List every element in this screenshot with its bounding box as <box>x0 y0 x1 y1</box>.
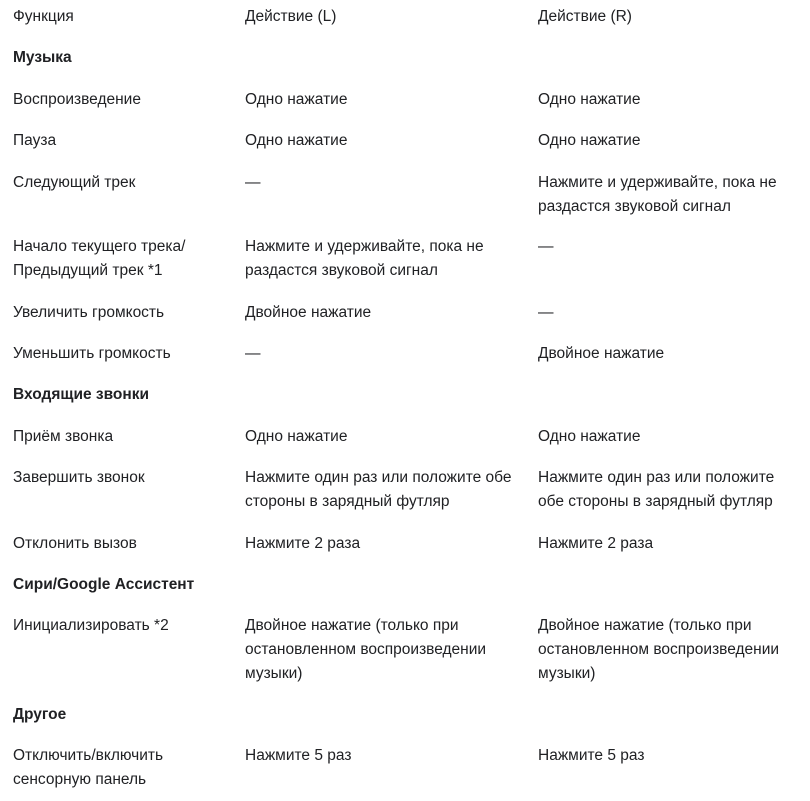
function-cell: Приём звонка <box>13 428 114 445</box>
right-action-cell: Нажмите и удерживайте, пока не раздастся звуковой сигнал <box>538 174 777 215</box>
left-action-cell: Нажмите 2 раза <box>245 535 361 552</box>
right-action-cell: Одно нажатие <box>538 91 641 108</box>
section-title-other: Другое <box>13 706 67 723</box>
right-action-cell: Одно нажатие <box>538 132 641 149</box>
table-row <box>13 301 803 325</box>
table-row <box>13 532 803 556</box>
left-action-cell: Нажмите один раз или положите обе стороны в зарядный футляр <box>245 469 512 510</box>
right-action-cell: Двойное нажатие <box>538 345 665 362</box>
right-action-cell: — <box>538 238 554 255</box>
left-action-cell: Нажмите 5 раз <box>245 747 352 764</box>
function-cell: Воспроизведение <box>13 91 141 108</box>
header-function: Функция <box>13 8 74 25</box>
table-row <box>13 235 803 283</box>
left-action-cell: Одно нажатие <box>245 91 348 108</box>
left-action-cell: Двойное нажатие (только при остановленном воспроизведении музыки) <box>245 617 487 682</box>
table-row <box>13 171 803 219</box>
function-cell: Инициализировать *2 <box>13 617 169 634</box>
right-action-cell: Двойное нажатие (только при остановленном воспроизведении музыки) <box>538 617 780 682</box>
function-cell: Завершить звонок <box>13 469 145 486</box>
section-title-assistant: Сири/Google Ассистент <box>13 576 195 593</box>
function-cell: Отключить/включить сенсорную панель <box>13 747 164 788</box>
table-row <box>13 129 803 153</box>
right-action-cell: Нажмите 2 раза <box>538 535 654 552</box>
table-row <box>13 88 803 112</box>
table-row <box>13 614 803 686</box>
right-action-cell: Нажмите один раз или положите обе стороны в зарядный футляр <box>538 469 775 510</box>
function-cell: Уменьшить громкость <box>13 345 171 362</box>
left-action-cell: Одно нажатие <box>245 132 348 149</box>
section-title-calls: Входящие звонки <box>13 386 150 403</box>
right-action-cell: — <box>538 304 554 321</box>
right-action-cell: Одно нажатие <box>538 428 641 445</box>
table-row <box>13 342 803 366</box>
header-right: Действие (R) <box>538 8 632 25</box>
table-row <box>13 425 803 449</box>
function-cell: Отклонить вызов <box>13 535 137 552</box>
right-action-cell: Нажмите 5 раз <box>538 747 645 764</box>
header-left: Действие (L) <box>245 8 337 25</box>
left-action-cell: — <box>245 345 261 362</box>
section-title-music: Музыка <box>13 49 72 66</box>
function-cell: Следующий трек <box>13 174 136 191</box>
function-cell: Пауза <box>13 132 57 149</box>
left-action-cell: — <box>245 174 261 191</box>
left-action-cell: Двойное нажатие <box>245 304 372 321</box>
left-action-cell: Одно нажатие <box>245 428 348 445</box>
header-row <box>13 5 803 29</box>
table-row <box>13 466 803 514</box>
left-action-cell: Нажмите и удерживайте, пока не раздастся звуковой сигнал <box>245 238 484 279</box>
function-cell: Начало текущего трека/ Предыдущий трек *1 <box>13 238 186 279</box>
table-row <box>13 744 803 792</box>
function-cell: Увеличить громкость <box>13 304 165 321</box>
